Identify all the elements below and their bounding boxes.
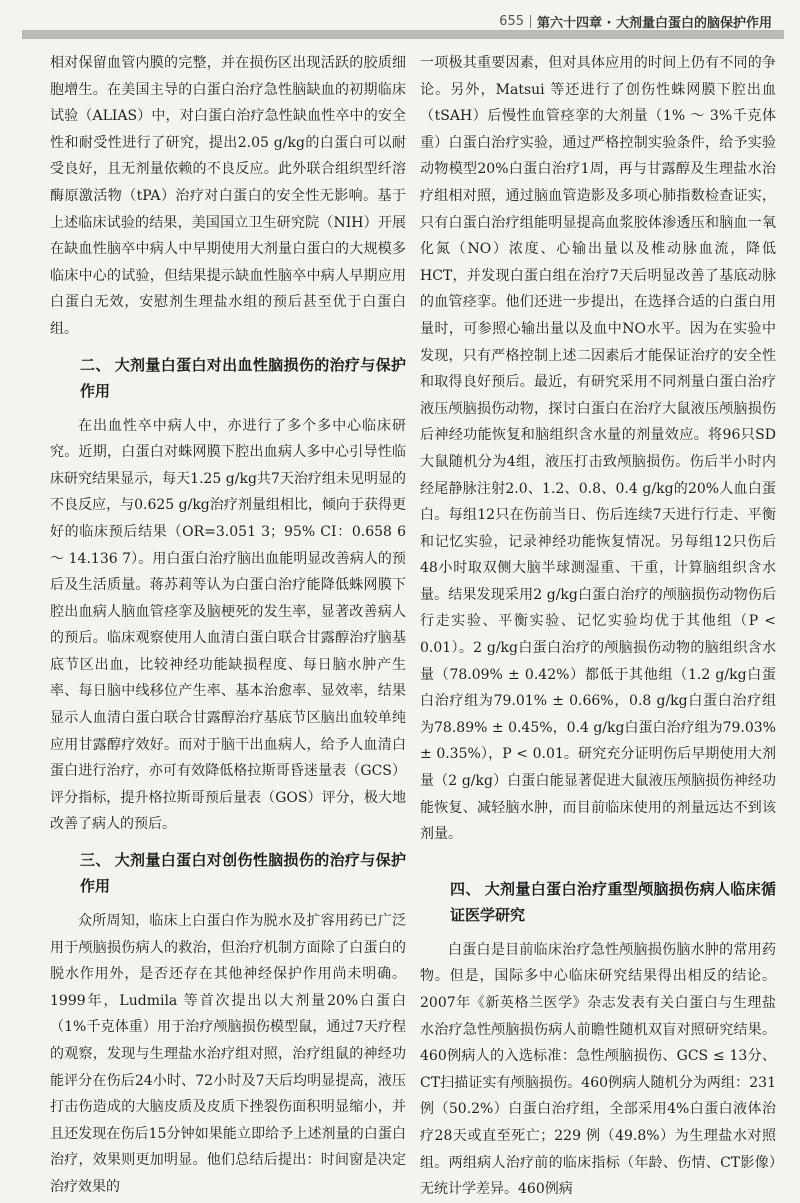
- chapter-title: 第六十四章 · 大剂量白蛋白的脑保护作用: [537, 16, 772, 31]
- section-3-paragraph: 众所周知，临床上白蛋白作为脱水及扩容用药已广泛用于颅脑损伤病人的救治，但治疗机制方面除了白蛋白的脱水作用外，是否还存在其他神经保护作用尚未明确。1999年，Ludmila 等首次提出以大剂量20%白蛋白（1%千克体重）用于治疗颅脑损伤模型鼠，通过7天疗程的观察，发现与生理盐水治疗组对照，治疗组鼠的神经功能评分在伤后24小时、72小时及7天后均明显提高，液压打击伤造成的大脑皮质及皮质下挫裂伤面积明显缩小，并且还发现在伤后15分钟如果能立即给予上述剂量的白蛋白治疗，效果则更加明显。他们总结后提出：时间窗是决定治疗效果的: [50, 913, 406, 1195]
- section-4-number: 四、: [450, 879, 481, 898]
- section-4-paragraph: 白蛋白是目前临床治疗急性颅脑损伤脑水肿的常用药物。但是，国际多中心临床研究结果得出相反的结论。2007年《新英格兰医学》杂志发表有关白蛋白与生理盐水治疗急性颅脑损伤病人前瞻性随机双盲对照研究结果。460例病人的入选标准：急性颅脑损伤、GCS ≤ 13分、CT扫描证实有颅脑损伤。460例病人随机分为两组：231 例（50.2%）白蛋白治疗组，全部采用4%白蛋白液体治疗28天或直至死亡；229 例（49.8%）为生理盐水对照组。两组病人治疗前的临床指标（年龄、伤情、CT影像）无统计学差异。460例病: [420, 941, 776, 1198]
- section-4-title: 大剂量白蛋白治疗重型颅脑损伤病人临床循证医学研究: [450, 879, 776, 924]
- section-2-heading: [50, 352, 406, 404]
- section-4-heading: [420, 876, 776, 928]
- page-number: 655: [499, 14, 524, 29]
- section-3-title: 大剂量白蛋白对创伤性脑损伤的治疗与保护作用: [80, 851, 406, 896]
- section-3-number: 三、: [80, 851, 111, 870]
- section-2-paragraph: 在出血性卒中病人中，亦进行了多个多中心临床研究。近期，白蛋白对蛛网膜下腔出血病人多中心引导性临床研究结果显示，每天1.25 g/kg共7天治疗组未见明显的不良反应，与0.625 g/kg治疗剂量组相比，倾向于获得更好的临床预后结果（OR=3.051 3；95% CI：0.658 6 ～ 14.136 7）。用白蛋白治疗脑出血能明显改善病人的预后及生活质量。蒋苏莉等认为白蛋白治疗能降低蛛网膜下腔出血病人脑血管痉挛及脑梗死的发生率，显著改善病人的预后。临床观察使用人血清白蛋白联合甘露醇治疗脑基底节区出血，比较神经功能缺损程度、每日脑水肿产生率、每日脑中线移位产生率、基本治愈率、显效率，结果显示人血清白蛋白联合甘露醇治疗基底节区脑出血较单纯应用甘露醇疗效好。而对于脑干出血病人，给予人血清白蛋白进行治疗，亦可有效降低格拉斯哥昏迷量表（GCS）评分指标，提升格拉斯哥预后量表（GOS）评分，极大地改善了病人的预后。: [50, 417, 406, 833]
- header-rule: [22, 30, 784, 39]
- running-header: [0, 0, 800, 44]
- section-3-heading: [50, 847, 406, 899]
- section-2-title: 大剂量白蛋白对出血性脑损伤的治疗与保护作用: [80, 355, 406, 400]
- section-2-number: 二、: [80, 355, 111, 374]
- right-column: [420, 50, 776, 1203]
- paragraph-intro: 相对保留血管内膜的完整，并在损伤区出现活跃的胶质细胞增生。在美国主导的白蛋白治疗急性脑缺血的初期临床试验（ALIAS）中，对白蛋白治疗急性缺血性卒中的安全性和耐受性进行了研究，提出2.05 g/kg的白蛋白可以耐受良好，且无剂量依赖的不良反应。此外联合组织型纤溶酶原激活物（tPA）治疗对白蛋白的安全性无影响。基于上述临床试验的结果，美国国立卫生研究院（NIH）开展在缺血性脑卒中病人中早期使用大剂量白蛋白的大规模多临床中心的试验，但结果提示缺血性脑卒中病人早期应用白蛋白无效，安慰剂生理盐水组的预后甚至优于白蛋白组。: [50, 55, 406, 337]
- header-separator: [530, 15, 531, 28]
- left-column: [50, 50, 406, 1201]
- header-text: [499, 12, 772, 31]
- paragraph-continued: 一项极其重要因素，但对具体应用的时间上仍有不同的争论。另外，Matsui 等还进行了创伤性蛛网膜下腔出血（tSAH）后慢性血管痉挛的大剂量（1% ～ 3%千克体重）白蛋白治疗实验，通过严格控制实验条件，给予实验动物模型20%白蛋白治疗1周，再与甘露醇及生理盐水治疗组相对照，通过脑血管造影及多项心肺指数检查证实，只有白蛋白治疗组能明显提高血浆胶体渗透压和脑血一氧化氮（NO）浓度、心输出量以及椎动脉血流，降低HCT，并发现白蛋白组在治疗7天后明显改善了基底动脉的血管痉挛。他们还进一步提出，在选择合适的白蛋白用量时，可参照心输出量以及血中NO水平。因为在实验中发现，只有严格控制上述二因素后才能保证治疗的安全性和取得良好预后。最近，有研究采用不同剂量白蛋白治疗液压颅脑损伤动物，探讨白蛋白在治疗大鼠液压颅脑损伤后神经功能恢复和脑组织含水量的剂量效应。将96只SD大鼠随机分为4组，液压打击致颅脑损伤。伤后半小时内经尾静脉注射2.0、1.2、0.8、0.4 g/kg的20%人血白蛋白。每组12只在伤前当日、伤后连续7天进行行走、平衡和记忆实验，记录神经功能恢复情况。另每组12只伤后48小时取双侧大脑半球测湿重、干重，计算脑组织含水量。结果发现采用2 g/kg白蛋白治疗的颅脑损伤动物伤后行走实验、平衡实验、记忆实验均优于其他组（P < 0.01）。2 g/kg白蛋白治疗的颅脑损伤动物的脑组织含水量（78.09% ± 0.42%）都低于其他组（1.2 g/kg白蛋白治疗组为79.01% ± 0.66%，0.8 g/kg白蛋白治疗组为78.89% ± 0.45%，0.4 g/kg白蛋白治疗组为79.03% ± 0.35%），P < 0.01。研究充分证明伤后早期使用大剂量（2 g/kg）白蛋白能显著促进大鼠液压颅脑损伤神经功能恢复、减轻脑水肿，而目前临床使用的剂量远达不到该剂量。: [420, 55, 776, 843]
